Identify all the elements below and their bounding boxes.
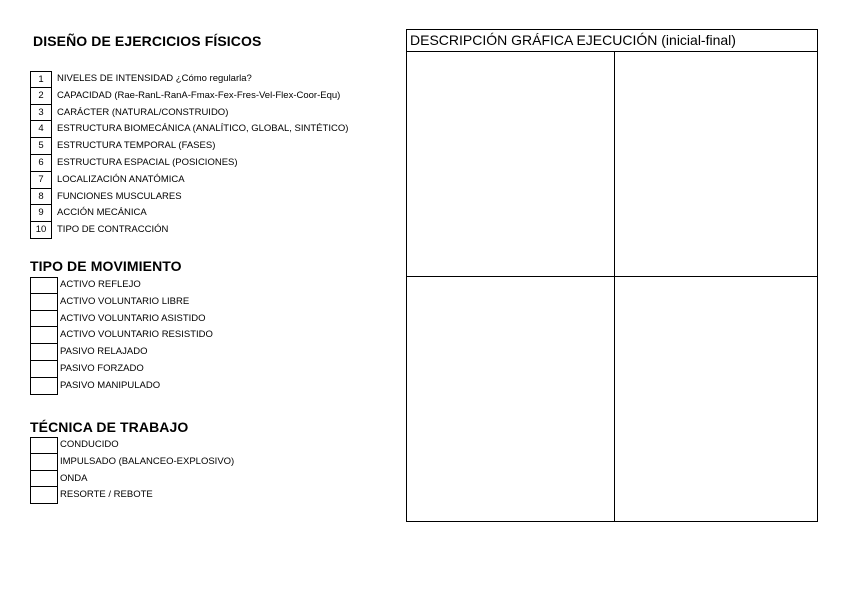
item-number: 4 xyxy=(30,121,52,138)
item-number: 7 xyxy=(30,172,52,189)
movement-option-label: PASIVO FORZADO xyxy=(60,362,144,374)
item-label: ACCIÓN MECÁNICA xyxy=(57,207,147,219)
panel-header: DESCRIPCIÓN GRÁFICA EJECUCIÓN (inicial-final) xyxy=(407,30,817,52)
technique-option-label: ONDA xyxy=(60,472,88,484)
movement-option-label: PASIVO MANIPULADO xyxy=(60,379,161,391)
item-number: 3 xyxy=(30,105,52,122)
movement-checkbox[interactable] xyxy=(30,327,58,344)
item-label: NIVELES DE INTENSIDAD ¿Cómo regularla? xyxy=(57,73,252,84)
drawing-cell-bottom-right[interactable] xyxy=(615,277,817,521)
item-label: FUNCIONES MUSCULARES xyxy=(57,190,182,202)
item-label: CAPACIDAD (Rae-RanL-RanA-Fmax-Fex-Fres-Vel-Flex-Coor-Equ) xyxy=(57,89,341,101)
item-number: 8 xyxy=(30,189,52,206)
main-title: DISEÑO DE EJERCICIOS FÍSICOS xyxy=(33,33,262,49)
item-label: CARÁCTER (NATURAL/CONSTRUIDO) xyxy=(57,106,229,118)
item-label: TIPO DE CONTRACCIÓN xyxy=(57,224,169,236)
movement-checkbox[interactable] xyxy=(30,344,58,361)
technique-section-title: TÉCNICA DE TRABAJO xyxy=(30,419,189,435)
item-label: LOCALIZACIÓN ANATÓMICA xyxy=(57,173,185,185)
movement-checkbox[interactable] xyxy=(30,277,58,294)
technique-checkbox[interactable] xyxy=(30,437,58,454)
movement-checkbox[interactable] xyxy=(30,311,58,328)
item-number: 10 xyxy=(30,222,52,239)
item-number: 6 xyxy=(30,155,52,172)
item-number: 2 xyxy=(30,88,52,105)
movement-section-title: TIPO DE MOVIMIENTO xyxy=(30,258,182,274)
item-label: ESTRUCTURA BIOMECÁNICA (ANALÍTICO, GLOBAL, SINTÉTICO) xyxy=(57,123,349,135)
drawing-cell-bottom-left[interactable] xyxy=(407,277,614,521)
technique-checkbox[interactable] xyxy=(30,487,58,504)
graphic-description-panel xyxy=(406,29,818,522)
technique-option-label: CONDUCIDO xyxy=(60,439,119,450)
movement-option-label: ACTIVO VOLUNTARIO RESISTIDO xyxy=(60,329,213,341)
item-number: 9 xyxy=(30,205,52,222)
movement-option-label: ACTIVO VOLUNTARIO LIBRE xyxy=(60,295,190,307)
movement-checkbox[interactable] xyxy=(30,378,58,395)
movement-option-label: ACTIVO REFLEJO xyxy=(60,279,141,290)
movement-checkbox[interactable] xyxy=(30,361,58,378)
technique-checkbox[interactable] xyxy=(30,471,58,488)
movement-option-label: PASIVO RELAJADO xyxy=(60,346,148,358)
item-label: ESTRUCTURA TEMPORAL (FASES) xyxy=(57,140,216,152)
item-number: 5 xyxy=(30,138,52,155)
item-number: 1 xyxy=(30,71,52,88)
technique-option-label: RESORTE / REBOTE xyxy=(60,489,153,501)
movement-checkbox[interactable] xyxy=(30,294,58,311)
item-label: ESTRUCTURA ESPACIAL (POSICIONES) xyxy=(57,156,238,168)
movement-option-label: ACTIVO VOLUNTARIO ASISTIDO xyxy=(60,312,206,324)
technique-option-label: IMPULSADO (BALANCEO-EXPLOSIVO) xyxy=(60,455,235,467)
drawing-cell-top-right[interactable] xyxy=(615,52,817,276)
drawing-cell-top-left[interactable] xyxy=(407,52,614,276)
technique-checkbox[interactable] xyxy=(30,454,58,471)
